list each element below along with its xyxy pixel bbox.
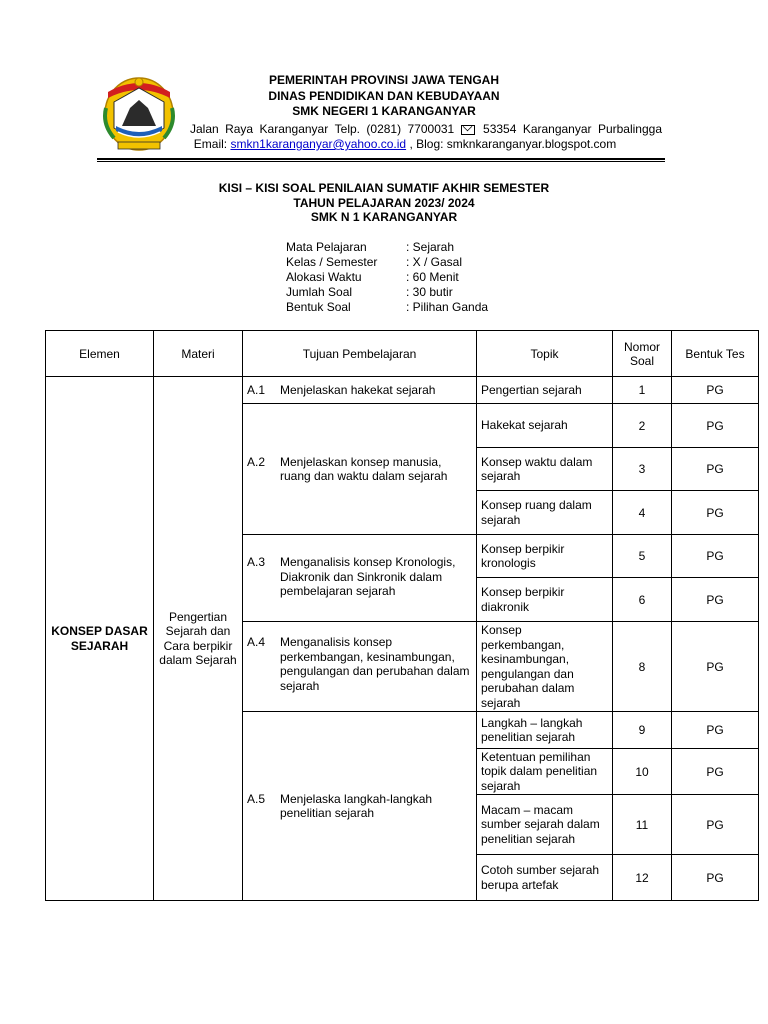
- nomor-cell: 3: [613, 448, 672, 491]
- tujuan-cell: [243, 404, 477, 535]
- meta-key: Jumlah Soal: [286, 285, 353, 299]
- title-line-2: TAHUN PELAJARAN 2023/ 2024: [293, 195, 475, 210]
- tujuan-text: Menjelaskan konsep manusia, ruang dan waktu dalam sejarah: [280, 454, 448, 483]
- meta-row: [286, 240, 488, 255]
- meta-row: [286, 270, 488, 285]
- tujuan-cell: [243, 535, 477, 622]
- address-word: Jalan: [190, 122, 219, 136]
- bentuk-cell: PG: [672, 622, 759, 712]
- bentuk-cell: PG: [672, 404, 759, 448]
- kisi-kisi-table: [45, 330, 759, 901]
- bentuk-cell: PG: [672, 795, 759, 855]
- elemen-cell: KONSEP DASAR SEJARAH: [46, 377, 154, 901]
- email-link[interactable]: smkn1karanganyar@yahoo.co.id: [230, 137, 407, 151]
- table-header-row: [46, 331, 759, 377]
- nomor-cell: 10: [613, 749, 672, 795]
- topik-cell: Konsep perkembangan, kesinambungan, pengulangan dan perubahan dalam sejarah: [477, 622, 613, 712]
- meta-value: : 60 Menit: [406, 270, 459, 284]
- mail-icon: [461, 125, 475, 135]
- tujuan-cell: [243, 712, 477, 901]
- meta-value: : Pilihan Ganda: [406, 300, 489, 314]
- bentuk-cell: PG: [672, 855, 759, 901]
- document-title: [0, 181, 768, 225]
- topik-cell: Konsep waktu dalam sejarah: [477, 448, 613, 491]
- tujuan-code: A.2: [247, 454, 266, 469]
- address-word: Karanganyar: [522, 122, 592, 136]
- bentuk-cell: PG: [672, 749, 759, 795]
- col-header-bentuk: Bentuk Tes: [672, 331, 759, 377]
- bentuk-cell: PG: [672, 535, 759, 578]
- address-word: 7700031: [407, 122, 455, 136]
- meta-value: : Sejarah: [406, 240, 455, 254]
- title-line-3: SMK N 1 KARANGANYAR: [310, 210, 458, 224]
- bentuk-cell: PG: [672, 712, 759, 749]
- header-line-1: PEMERINTAH PROVINSI JAWA TENGAH: [268, 73, 500, 87]
- col-header-tujuan: Tujuan Pembelajaran: [243, 331, 477, 377]
- header-divider: [97, 158, 665, 160]
- col-header-elemen: Elemen: [46, 331, 154, 377]
- meta-row: [286, 300, 488, 315]
- topik-cell: Konsep ruang dalam sejarah: [477, 491, 613, 535]
- topik-cell: Pengertian sejarah: [477, 377, 613, 404]
- email-label: Email:: [193, 137, 228, 151]
- nomor-cell: 12: [613, 855, 672, 901]
- meta-value: : X / Gasal: [406, 255, 463, 269]
- bentuk-cell: PG: [672, 448, 759, 491]
- meta-row: [286, 255, 488, 270]
- address-word: 53354: [483, 122, 517, 136]
- tujuan-text: Menganalisis konsep Kronologis, Diakronik dan Sinkronik dalam pembelajaran sejarah: [280, 555, 456, 598]
- nomor-cell: 5: [613, 535, 672, 578]
- topik-cell: Ketentuan pemilihan topik dalam penelitian sejarah: [477, 749, 613, 795]
- meta-key: Kelas / Semester: [286, 255, 378, 269]
- bentuk-cell: PG: [672, 491, 759, 535]
- nomor-cell: 2: [613, 404, 672, 448]
- nomor-cell: 11: [613, 795, 672, 855]
- contact-line: [0, 137, 768, 152]
- table-row: [46, 377, 759, 404]
- blog-text: , Blog: smknkaranganyar.blogspot.com: [409, 137, 617, 151]
- address-word: Karanganyar: [259, 122, 329, 136]
- bentuk-cell: PG: [672, 578, 759, 622]
- topik-cell: Konsep berpikir kronologis: [477, 535, 613, 578]
- meta-key: Mata Pelajaran: [286, 240, 367, 254]
- address-word: (0281): [366, 122, 402, 136]
- tujuan-text: Menganalisis konsep perkembangan, kesinambungan, pengulangan dan perubahan dalam sejarah: [280, 635, 470, 693]
- tujuan-code: A.3: [247, 555, 266, 569]
- materi-cell: Pengertian Sejarah dan Cara berpikir dalam Sejarah: [154, 377, 243, 901]
- bentuk-cell: PG: [672, 377, 759, 404]
- tujuan-text: Menjelaskan hakekat sejarah: [280, 382, 436, 397]
- col-header-topik: Topik: [477, 331, 613, 377]
- nomor-cell: 8: [613, 622, 672, 712]
- address-word: Purbalingga: [597, 122, 662, 136]
- meta-value: : 30 butir: [406, 285, 453, 299]
- tujuan-code: A.1: [247, 382, 266, 397]
- tujuan-cell: [243, 622, 477, 712]
- header-line-2: DINAS PENDIDIKAN DAN KEBUDAYAAN: [268, 89, 500, 103]
- nomor-cell: 1: [613, 377, 672, 404]
- subject-info: [286, 240, 488, 315]
- header-line-3: SMK NEGERI 1 KARANGANYAR: [292, 104, 476, 118]
- nomor-cell: 4: [613, 491, 672, 535]
- header-divider-thin: [97, 161, 665, 162]
- tujuan-code: A.5: [247, 791, 266, 806]
- topik-cell: Konsep berpikir diakronik: [477, 578, 613, 622]
- topik-cell: Hakekat sejarah: [477, 404, 613, 448]
- topik-cell: Langkah – langkah penelitian sejarah: [477, 712, 613, 749]
- meta-key: Bentuk Soal: [286, 300, 351, 314]
- tujuan-code: A.4: [247, 635, 266, 649]
- tujuan-cell: [243, 377, 477, 404]
- nomor-cell: 9: [613, 712, 672, 749]
- address-word: Raya: [225, 122, 254, 136]
- tujuan-text: Menjelaska langkah-langkah penelitian sejarah: [280, 791, 433, 820]
- col-header-materi: Materi: [154, 331, 243, 377]
- address-line: [190, 122, 662, 137]
- title-line-1: KISI – KISI SOAL PENILAIAN SUMATIF AKHIR SEMESTER: [218, 181, 550, 195]
- topik-cell: Macam – macam sumber sejarah dalam penelitian sejarah: [477, 795, 613, 855]
- topik-cell: Cotoh sumber sejarah berupa artefak: [477, 855, 613, 901]
- nomor-cell: 6: [613, 578, 672, 622]
- meta-row: [286, 285, 488, 300]
- address-word: Telp.: [334, 122, 360, 136]
- meta-key: Alokasi Waktu: [286, 270, 362, 284]
- col-header-nomor: Nomor Soal: [613, 331, 672, 377]
